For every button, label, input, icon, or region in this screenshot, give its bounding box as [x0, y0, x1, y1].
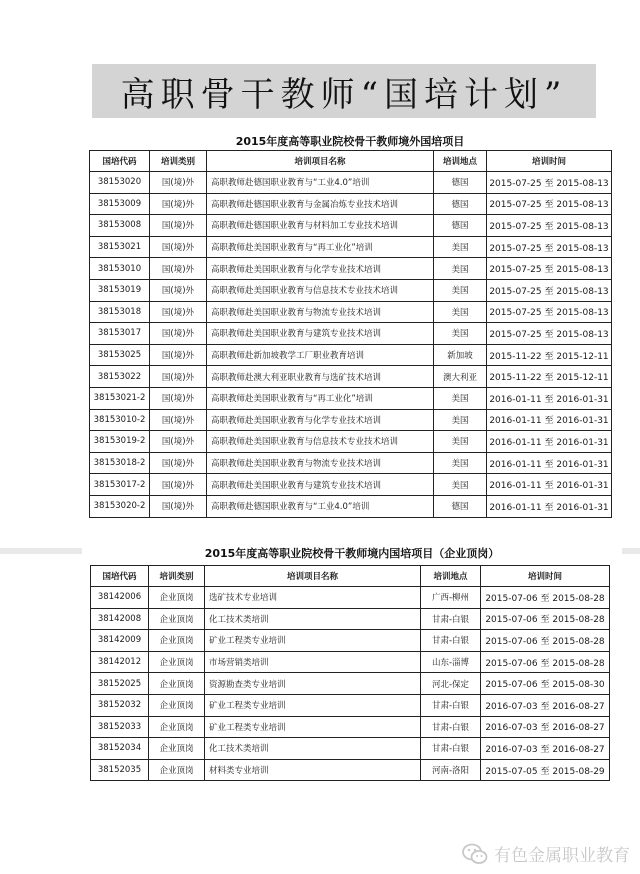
table-row [90, 172, 612, 194]
cell-location: 德国 [434, 215, 487, 237]
cell-code: 38153019-2 [90, 431, 150, 453]
table-row [90, 431, 612, 453]
cell-project-name: 高职教师赴新加坡教学工厂职业教育培训 [207, 344, 434, 366]
cell-category: 国(境)外 [150, 474, 207, 496]
title-banner [92, 64, 596, 118]
cell-location: 美国 [434, 258, 487, 280]
cell-project-name: 矿业工程类专业培训 [205, 630, 421, 652]
cell-category: 国(境)外 [150, 344, 207, 366]
cell-category: 国(境)外 [150, 409, 207, 431]
table-row [91, 759, 610, 781]
watermark [462, 841, 630, 866]
cell-code: 38153021 [90, 236, 150, 258]
table-row [90, 193, 612, 215]
cell-code: 38153025 [90, 344, 150, 366]
cell-category: 国(境)外 [150, 172, 207, 194]
cell-location: 甘肃-白银 [421, 694, 481, 716]
cell-category: 国(境)外 [150, 323, 207, 345]
table-row [90, 366, 612, 388]
cell-time: 2015-11-22 至 2015-12-11 [487, 344, 612, 366]
cell-category: 企业顶岗 [149, 694, 205, 716]
cell-category: 国(境)外 [150, 301, 207, 323]
cell-category: 国(境)外 [150, 387, 207, 409]
table-row [90, 258, 612, 280]
cell-project-name: 高职教师赴美国职业教育与化学专业技术培训 [207, 409, 434, 431]
table-row [90, 279, 612, 301]
section2-title: 2015年度高等职业院校骨干教师境内国培项目（企业顶岗） [204, 547, 500, 560]
cell-code: 38153018-2 [90, 452, 150, 474]
cell-time: 2015-11-22 至 2015-12-11 [487, 366, 612, 388]
section1-title: 2015年度高等职业院校骨干教师境外国培项目 [235, 135, 465, 148]
cell-code: 38153017-2 [90, 474, 150, 496]
cell-project-name: 高职教师赴美国职业教育与建筑专业技术培训 [207, 323, 434, 345]
cell-project-name: 高职教师赴美国职业教育与物流专业技术培训 [207, 301, 434, 323]
cell-category: 企业顶岗 [149, 673, 205, 695]
cell-code: 38153022 [90, 366, 150, 388]
cell-category: 企业顶岗 [149, 608, 205, 630]
cell-time: 2016-01-11 至 2016-01-31 [487, 387, 612, 409]
cell-project-name: 选矿技术专业培训 [205, 587, 421, 609]
cell-code: 38142012 [91, 651, 149, 673]
header-time: 培训时间 [487, 151, 612, 172]
table-row [90, 301, 612, 323]
table-row [91, 738, 610, 760]
header-category: 培训类别 [149, 566, 205, 587]
cell-location: 美国 [434, 301, 487, 323]
cell-location: 美国 [434, 452, 487, 474]
cell-project-name: 高职教师赴美国职业教育与化学专业技术培训 [207, 258, 434, 280]
table-row [91, 651, 610, 673]
cell-location: 澳大利亚 [434, 366, 487, 388]
cell-time: 2016-01-11 至 2016-01-31 [487, 474, 612, 496]
table-row [90, 452, 612, 474]
cell-location: 山东-淄博 [421, 651, 481, 673]
cell-project-name: 高职教师赴美国职业教育与“再工业化”培训 [207, 236, 434, 258]
cell-project-name: 矿业工程类专业培训 [205, 694, 421, 716]
cell-time: 2015-07-06 至 2015-08-28 [481, 630, 610, 652]
cell-time: 2016-07-03 至 2016-08-27 [481, 738, 610, 760]
cell-project-name: 高职教师赴美国职业教育与“再工业化”培训 [207, 387, 434, 409]
cell-project-name: 化工技术类培训 [205, 738, 421, 760]
cell-category: 企业顶岗 [149, 651, 205, 673]
cell-location: 美国 [434, 236, 487, 258]
cell-time: 2015-07-25 至 2015-08-13 [487, 215, 612, 237]
cell-project-name: 化工技术类培训 [205, 608, 421, 630]
cell-time: 2016-01-11 至 2016-01-31 [487, 409, 612, 431]
cell-category: 国(境)外 [150, 366, 207, 388]
cell-location: 美国 [434, 474, 487, 496]
cell-project-name: 高职教师赴德国职业教育与金属冶炼专业技术培训 [207, 193, 434, 215]
cell-category: 国(境)外 [150, 431, 207, 453]
cell-time: 2015-07-05 至 2015-08-29 [481, 759, 610, 781]
cell-time: 2015-07-25 至 2015-08-13 [487, 236, 612, 258]
cell-location: 河北-保定 [421, 673, 481, 695]
cell-code: 38153019 [90, 279, 150, 301]
cell-code: 38153021-2 [90, 387, 150, 409]
cell-category: 国(境)外 [150, 495, 207, 517]
cell-location: 甘肃-白银 [421, 630, 481, 652]
cell-category: 企业顶岗 [149, 738, 205, 760]
cell-location: 新加坡 [434, 344, 487, 366]
banner-title: 高职骨干教师“国培计划” [120, 74, 568, 115]
cell-code: 38152034 [91, 738, 149, 760]
table-body [90, 172, 612, 518]
cell-code: 38142006 [91, 587, 149, 609]
table-row [90, 215, 612, 237]
table-row [91, 608, 610, 630]
cell-project-name: 高职教师赴德国职业教育与材料加工专业技术培训 [207, 215, 434, 237]
header-time: 培训时间 [481, 566, 610, 587]
cell-location: 甘肃-白银 [421, 738, 481, 760]
cell-location: 甘肃-白银 [421, 608, 481, 630]
header-location: 培训地点 [421, 566, 481, 587]
cell-code: 38153010 [90, 258, 150, 280]
table-row [90, 409, 612, 431]
cell-location: 美国 [434, 323, 487, 345]
header-location: 培训地点 [434, 151, 487, 172]
cell-time: 2015-07-06 至 2015-08-28 [481, 608, 610, 630]
cell-location: 广西-柳州 [421, 587, 481, 609]
cell-project-name: 高职教师赴美国职业教育与物流专业技术培训 [207, 452, 434, 474]
cell-location: 美国 [434, 409, 487, 431]
cell-location: 河南-洛阳 [421, 759, 481, 781]
cell-project-name: 高职教师赴澳大利亚职业教育与选矿技术培训 [207, 366, 434, 388]
cell-location: 甘肃-白银 [421, 716, 481, 738]
cell-code: 38153010-2 [90, 409, 150, 431]
cell-category: 国(境)外 [150, 193, 207, 215]
cell-code: 38152033 [91, 716, 149, 738]
cell-code: 38152032 [91, 694, 149, 716]
cell-time: 2015-07-25 至 2015-08-13 [487, 258, 612, 280]
cell-code: 38142009 [91, 630, 149, 652]
cell-code: 38152035 [91, 759, 149, 781]
cell-code: 38153020 [90, 172, 150, 194]
table-header-row [91, 566, 610, 587]
cell-time: 2015-07-06 至 2015-08-28 [481, 587, 610, 609]
header-code: 国培代码 [90, 151, 150, 172]
table-row [90, 344, 612, 366]
cell-code: 38153008 [90, 215, 150, 237]
table-row [91, 630, 610, 652]
table-row [90, 236, 612, 258]
overseas-program-table [89, 150, 612, 518]
table-header-row [90, 151, 612, 172]
cell-time: 2016-07-03 至 2016-08-27 [481, 716, 610, 738]
cell-time: 2016-01-11 至 2016-01-31 [487, 431, 612, 453]
wechat-icon [462, 843, 488, 865]
domestic-program-table [90, 565, 610, 781]
cell-time: 2015-07-06 至 2015-08-28 [481, 651, 610, 673]
cell-category: 国(境)外 [150, 258, 207, 280]
table-row [90, 474, 612, 496]
cell-code: 38153018 [90, 301, 150, 323]
table-row [90, 387, 612, 409]
header-project-name: 培训项目名称 [207, 151, 434, 172]
cell-project-name: 高职教师赴美国职业教育与建筑专业技术培训 [207, 474, 434, 496]
table-row [90, 323, 612, 345]
cell-time: 2015-07-25 至 2015-08-13 [487, 279, 612, 301]
cell-code: 38153009 [90, 193, 150, 215]
cell-project-name: 高职教师赴德国职业教育与“工业4.0”培训 [207, 495, 434, 517]
cell-location: 德国 [434, 172, 487, 194]
cell-category: 企业顶岗 [149, 587, 205, 609]
cell-code: 38153020-2 [90, 495, 150, 517]
header-project-name: 培训项目名称 [205, 566, 421, 587]
cell-project-name: 矿业工程类专业培训 [205, 716, 421, 738]
cell-time: 2015-07-25 至 2015-08-13 [487, 193, 612, 215]
cell-category: 国(境)外 [150, 215, 207, 237]
cell-location: 美国 [434, 387, 487, 409]
cell-code: 38153017 [90, 323, 150, 345]
cell-time: 2015-07-25 至 2015-08-13 [487, 323, 612, 345]
cell-time: 2015-07-06 至 2015-08-30 [481, 673, 610, 695]
table-row [91, 694, 610, 716]
cell-code: 38142008 [91, 608, 149, 630]
cell-time: 2015-07-25 至 2015-08-13 [487, 301, 612, 323]
table-row [90, 495, 612, 517]
cell-project-name: 市场营销类培训 [205, 651, 421, 673]
table-row [91, 673, 610, 695]
cell-project-name: 材料类专业培训 [205, 759, 421, 781]
cell-project-name: 高职教师赴德国职业教育与“工业4.0”培训 [207, 172, 434, 194]
header-category: 培训类别 [150, 151, 207, 172]
table-row [91, 716, 610, 738]
cell-category: 企业顶岗 [149, 759, 205, 781]
cell-project-name: 高职教师赴美国职业教育与信息技术专业技术培训 [207, 431, 434, 453]
cell-time: 2016-01-11 至 2016-01-31 [487, 495, 612, 517]
cell-project-name: 高职教师赴美国职业教育与信息技术专业技术培训 [207, 279, 434, 301]
header-code: 国培代码 [91, 566, 149, 587]
cell-category: 企业顶岗 [149, 630, 205, 652]
table-row [91, 587, 610, 609]
cell-time: 2016-01-11 至 2016-01-31 [487, 452, 612, 474]
cell-code: 38152025 [91, 673, 149, 695]
cell-category: 国(境)外 [150, 452, 207, 474]
cell-category: 国(境)外 [150, 279, 207, 301]
cell-location: 德国 [434, 495, 487, 517]
cell-category: 企业顶岗 [149, 716, 205, 738]
cell-location: 美国 [434, 279, 487, 301]
watermark-text: 有色金属职业教育 [494, 846, 630, 866]
table-body [91, 587, 610, 781]
cell-project-name: 资源勘查类专业培训 [205, 673, 421, 695]
cell-time: 2016-07-03 至 2016-08-27 [481, 694, 610, 716]
cell-category: 国(境)外 [150, 236, 207, 258]
cell-location: 德国 [434, 193, 487, 215]
cell-time: 2015-07-25 至 2015-08-13 [487, 172, 612, 194]
cell-location: 美国 [434, 431, 487, 453]
